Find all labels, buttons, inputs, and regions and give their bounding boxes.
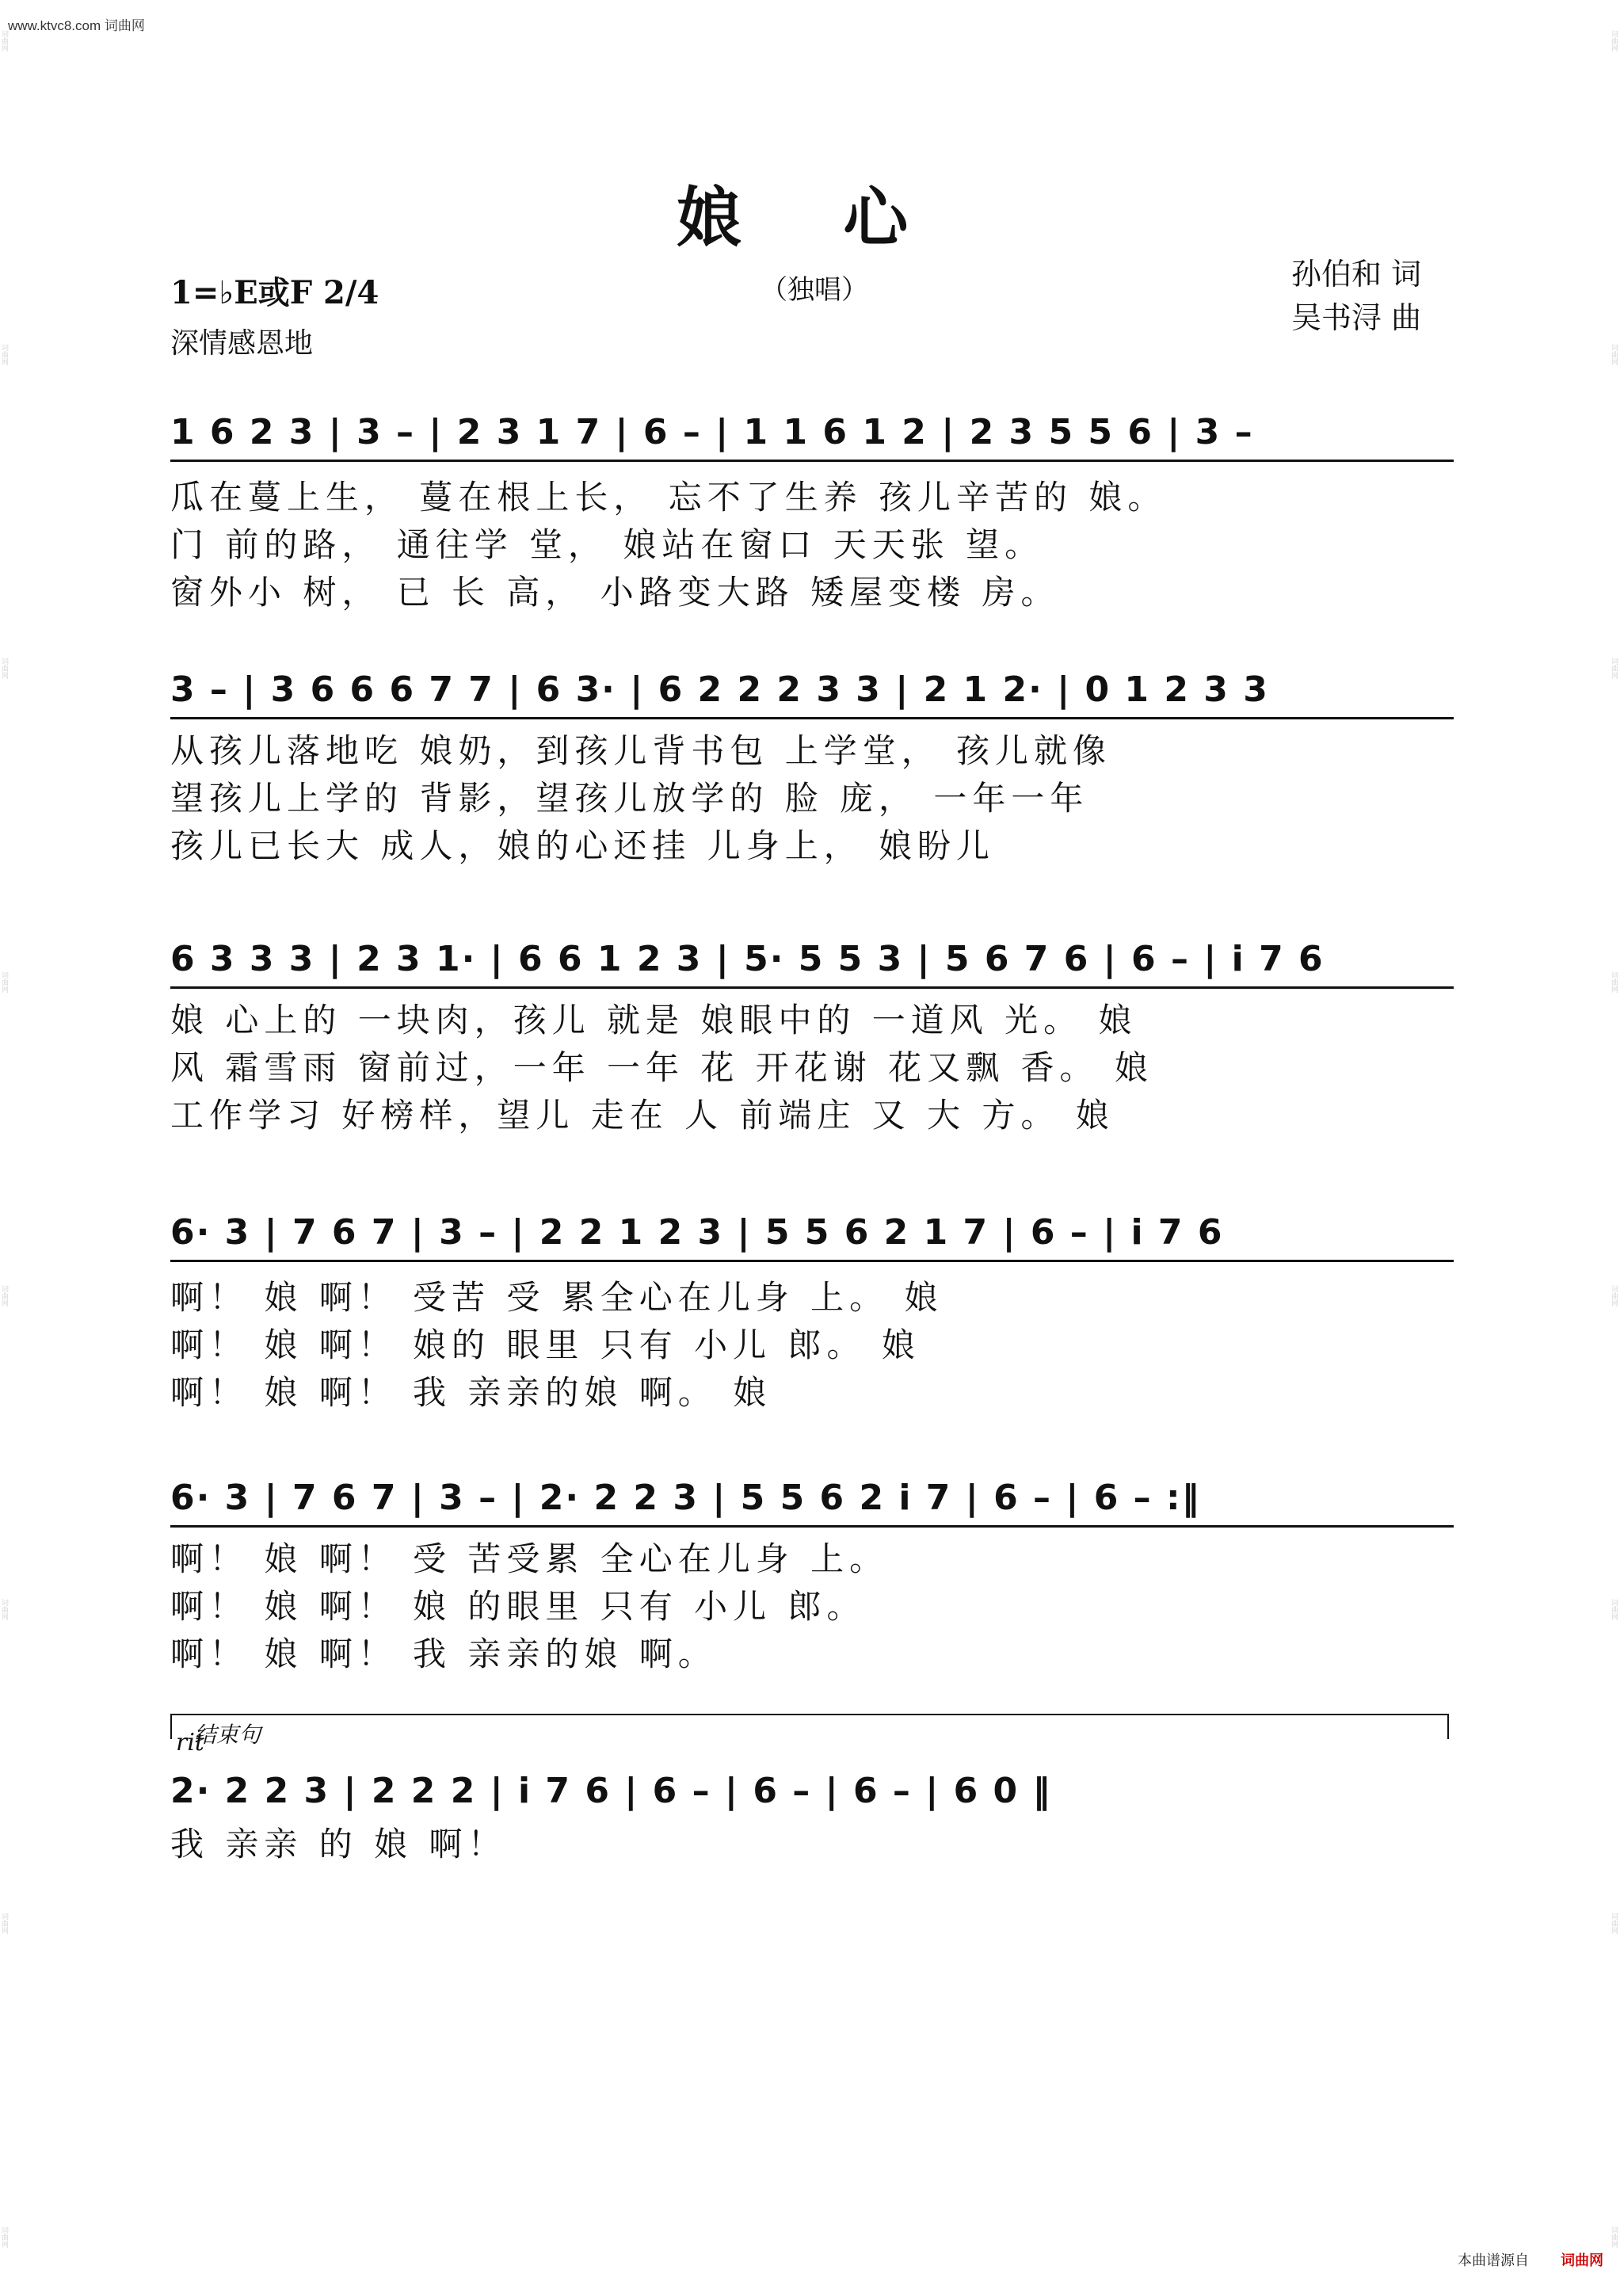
song-title: 娘 心 [676, 180, 948, 256]
footer-source: 本曲谱源自 [1458, 2252, 1529, 2269]
coda-bracket [170, 1714, 1449, 1739]
lyric-verse-1: 啊！ 娘 啊！ 受苦 受 累全心在儿身 上。 娘 [170, 1278, 944, 1317]
performance-type: （独唱） [761, 274, 868, 306]
lyric-verse-3: 啊！ 娘 啊！ 我 亲亲的娘 啊。 [170, 1634, 717, 1673]
lyricist-credit: 孙伯和 词 [1291, 257, 1422, 292]
lyric-verse-2: 风 霜雪雨 窗前过，一年 一年 花 开花谢 花又飘 香。 娘 [170, 1048, 1153, 1087]
lyric-coda: 我 亲亲 的 娘 啊！ [170, 1825, 507, 1863]
tempo-marking: 深情感恩地 [170, 327, 314, 360]
lyric-verse-2: 啊！ 娘 啊！ 娘的 眼里 只有 小儿 郎。 娘 [170, 1325, 921, 1364]
left-edge-watermark: 词曲网 词曲网 词曲网 词曲网 词曲网 词曲网 词曲网 词曲网 [2, 31, 10, 2249]
footer-logo: 词曲网 [1561, 2252, 1603, 2269]
lyric-verse-1: 从孩儿落地吃 娘奶，到孩儿背书包 上学堂， 孩儿就像 [170, 731, 1112, 770]
notation-line-5: 6· 3 | 7 6 7 | 3 – | 2· 2 2 3 | 5 5 6 2 i 7 | 6 – | 6 – :‖ [170, 1470, 1454, 1528]
lyric-verse-1: 啊！ 娘 啊！ 受 苦受累 全心在儿身 上。 [170, 1539, 889, 1578]
right-edge-watermark: 词曲网 词曲网 词曲网 词曲网 词曲网 词曲网 词曲网 词曲网 [1611, 31, 1619, 2249]
lyric-verse-3: 孩儿已长大 成人，娘的心还挂 儿身上， 娘盼儿 [170, 826, 996, 865]
site-watermark: www.ktvc8.com 词曲网 [8, 18, 145, 33]
ritardando-mark: rit [176, 1729, 204, 1757]
coda-label: 结束句 [194, 1722, 261, 1748]
notation-line-4: 6· 3 | 7 6 7 | 3 – | 2 2 1 2 3 | 5 5 6 2 1 7 | 6 – | i 7 6 [170, 1204, 1454, 1262]
lyric-verse-2: 门 前的路， 通往学 堂， 娘站在窗口 天天张 望。 [170, 525, 1044, 564]
lyric-verse-3: 工作学习 好榜样，望儿 走在 人 前端庄 又 大 方。 娘 [170, 1096, 1115, 1135]
notation-line-coda: 2· 2 2 3 | 2 2 2 | i 7 6 | 6 – | 6 – | 6 – | 6 0 ‖ [170, 1770, 1052, 1811]
lyric-verse-1: 瓜在蔓上生， 蔓在根上长， 忘不了生养 孩儿辛苦的 娘。 [170, 478, 1167, 517]
lyric-verse-1: 娘 心上的 一块肉，孩儿 就是 娘眼中的 一道风 光。 娘 [170, 1001, 1138, 1039]
notation-line-3: 6 3 3 3 | 2 3 1· | 6 6 1 2 3 | 5· 5 5 3 | 5 6 7 6 | 6 – | i 7 6 [170, 931, 1454, 989]
lyric-verse-3: 窗外小 树， 已 长 高， 小路变大路 矮屋变楼 房。 [170, 573, 1060, 612]
key-signature: 1=♭E或F 2/4 [170, 274, 379, 311]
notation-line-1: 1 6 2 3 | 3 – | 2 3 1 7 | 6 – | 1 1 6 1 2 | 2 3 5 5 6 | 3 – [170, 404, 1454, 462]
lyric-verse-2: 望孩儿上学的 背影，望孩儿放学的 脸 庞， 一年一年 [170, 779, 1089, 818]
lyric-verse-2: 啊！ 娘 啊！ 娘 的眼里 只有 小儿 郎。 [170, 1587, 866, 1626]
notation-line-2: 3 – | 3 6 6 6 7 7 | 6 3· | 6 2 2 2 3 3 | 2 1 2· | 0 1 2 3 3 [170, 662, 1454, 719]
lyric-verse-3: 啊！ 娘 啊！ 我 亲亲的娘 啊。 娘 [170, 1373, 772, 1412]
composer-credit: 吴书浔 曲 [1291, 300, 1422, 335]
